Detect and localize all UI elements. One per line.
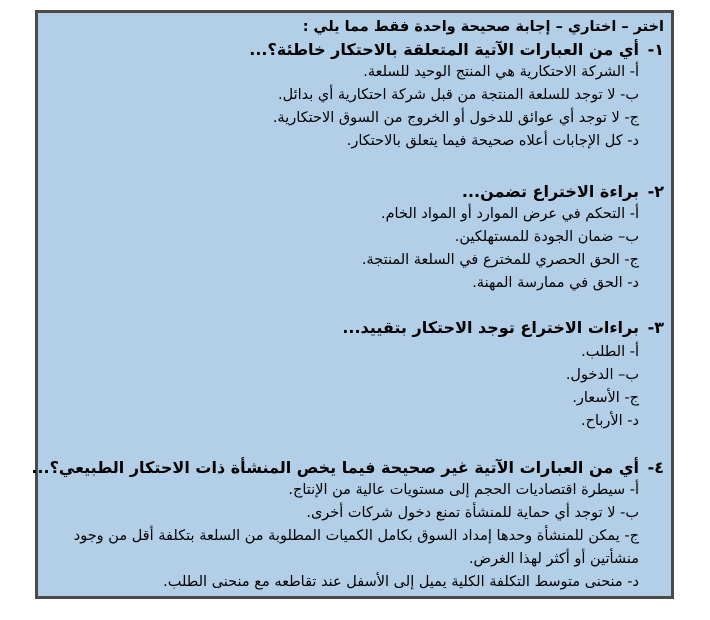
question-3-option-d: د- الأرباح. bbox=[580, 413, 639, 429]
quiz-content bbox=[31, 13, 671, 596]
question-2-number: ٢- bbox=[647, 182, 664, 201]
question-3-option-b: ب– الدخول. bbox=[565, 367, 639, 383]
question-4-number: ٤- bbox=[647, 458, 664, 477]
question-4-option-c-continued: منشأتين أو أكثر لهذا الغرض. bbox=[468, 551, 639, 567]
question-2-option-b: ب– ضمان الجودة للمستهلكين. bbox=[454, 229, 639, 245]
instructions: اختر – اختاري – إجابة صحيحة واحدة فقط مما يلي : bbox=[302, 19, 664, 35]
question-2-option-c: ج- الحق الحصري للمخترع في السلعة المنتجة. bbox=[361, 252, 639, 268]
question-3-number: ٣- bbox=[647, 318, 664, 337]
question-2-option-a: أ- التحكم في عرض الموارد أو المواد الخام. bbox=[380, 206, 639, 222]
question-1-option-b: ب- لا توجد للسلعة المنتجة من قبل شركة احتكارية أي بدائل. bbox=[278, 87, 639, 103]
question-2-option-d: د- الحق في ممارسة المهنة. bbox=[472, 275, 639, 291]
question-2-text: براءة الاختراع تضمن... bbox=[461, 182, 639, 201]
question-1-number: ١- bbox=[647, 40, 664, 59]
question-4-option-b: ب- لا توجد أي حماية للمنشأة تمنع دخول شركات أخرى. bbox=[306, 505, 639, 521]
question-3-option-a: أ- الطلب. bbox=[581, 344, 639, 360]
question-1-option-c: ج- لا توجد أي عوائق للدخول أو الخروج من السوق الاحتكارية. bbox=[272, 110, 639, 126]
question-4-text: أي من العبارات الآتية غير صحيحة فيما يخص المنشأة ذات الاحتكار الطبيعي؟... bbox=[31, 458, 639, 477]
question-3-text: براءات الاختراع توجد الاحتكار بتقييد... bbox=[342, 318, 639, 337]
question-4-option-a: أ- سيطرة اقتصاديات الحجم إلى مستويات عالية من الإنتاج. bbox=[288, 482, 639, 498]
quiz-panel bbox=[31, 10, 674, 599]
question-4-option-c: ج- يمكن للمنشأة وحدها إمداد السوق بكامل الكميات المطلوبة من السلعة بتكلفة أقل من وجود bbox=[73, 528, 639, 544]
question-1-option-d: د- كل الإجابات أعلاه صحيحة فيما يتعلق بالاحتكار. bbox=[346, 133, 639, 149]
question-1-option-a: أ- الشركة الاحتكارية هي المنتج الوحيد للسلعة. bbox=[363, 64, 639, 80]
question-4-option-d: د- منحنى متوسط التكلفة الكلية يميل إلى الأسفل عند تقاطعه مع منحنى الطلب. bbox=[163, 574, 639, 590]
question-1-text: أي من العبارات الآتية المتعلقة بالاحتكار خاطئة؟... bbox=[249, 40, 639, 59]
question-3-option-c: ج- الأسعار. bbox=[572, 390, 639, 406]
